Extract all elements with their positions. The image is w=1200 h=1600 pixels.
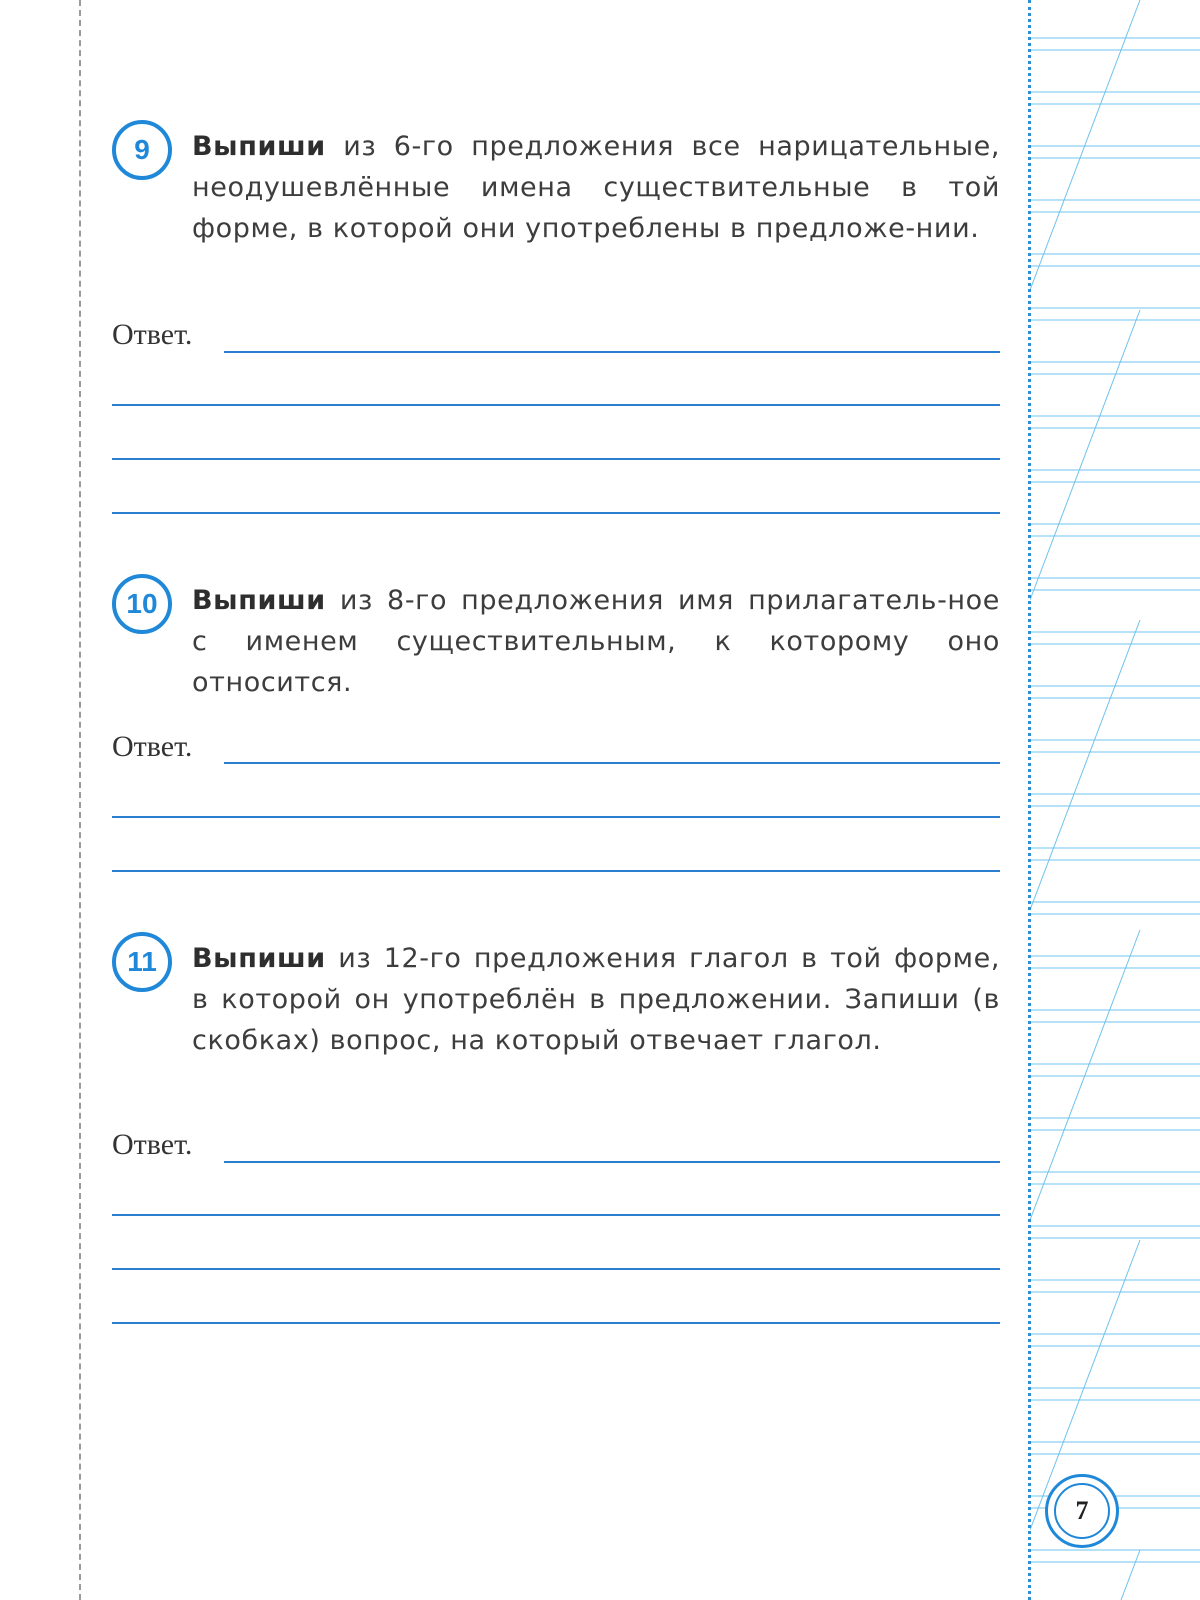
- task-body: из 12-го предложения глагол в той форме, в которой он употреблён в предложении. Запиши (в скобках) вопрос, на который отвечает глагол.: [192, 943, 1000, 1056]
- answer-line[interactable]: [224, 762, 1000, 764]
- page-number: 7: [1054, 1483, 1110, 1539]
- task-instruction: [192, 126, 1000, 249]
- task-body: из 6-го предложения все нарицательные, неодушевлённые имена существительные в той форме, в которой они употреблены в предложе-нии.: [192, 131, 1001, 244]
- cut-line: [79, 0, 81, 1600]
- task-number-badge: 11: [112, 932, 172, 992]
- answer-line[interactable]: [224, 351, 1000, 353]
- margin-slant-line: [1030, 1550, 1140, 1600]
- task-lead-word: Выпиши: [192, 943, 326, 974]
- margin-ruling: [1030, 0, 1200, 1600]
- answer-line[interactable]: [112, 1268, 1000, 1270]
- margin-slant-line: [1030, 310, 1140, 600]
- margin-slant-line: [1030, 0, 1140, 290]
- answer-label: Ответ.: [112, 318, 193, 351]
- task-body: из 8-го предложения имя прилагатель-ное с именем существительным, к которому оно относится.: [192, 585, 1000, 698]
- ruled-margin: [1030, 0, 1200, 1600]
- task-lead-word: Выпиши: [192, 131, 326, 162]
- answer-line[interactable]: [112, 404, 1000, 406]
- task-instruction: [192, 938, 1000, 1061]
- answer-label: Ответ.: [112, 730, 193, 763]
- answer-line[interactable]: [112, 870, 1000, 872]
- answer-label: Ответ.: [112, 1128, 193, 1161]
- answer-line[interactable]: [112, 458, 1000, 460]
- margin-slant-line: [1030, 930, 1140, 1220]
- task-instruction: [192, 580, 1000, 703]
- page-number-badge: [1045, 1474, 1119, 1548]
- answer-line[interactable]: [112, 1214, 1000, 1216]
- task-number-badge: 10: [112, 574, 172, 634]
- answer-line[interactable]: [224, 1161, 1000, 1163]
- answer-line[interactable]: [112, 512, 1000, 514]
- margin-dotted-edge: [1028, 0, 1031, 1600]
- task-number-badge: 9: [112, 120, 172, 180]
- answer-line[interactable]: [112, 816, 1000, 818]
- margin-slant-line: [1030, 620, 1140, 910]
- answer-line[interactable]: [112, 1322, 1000, 1324]
- task-lead-word: Выпиши: [192, 585, 326, 616]
